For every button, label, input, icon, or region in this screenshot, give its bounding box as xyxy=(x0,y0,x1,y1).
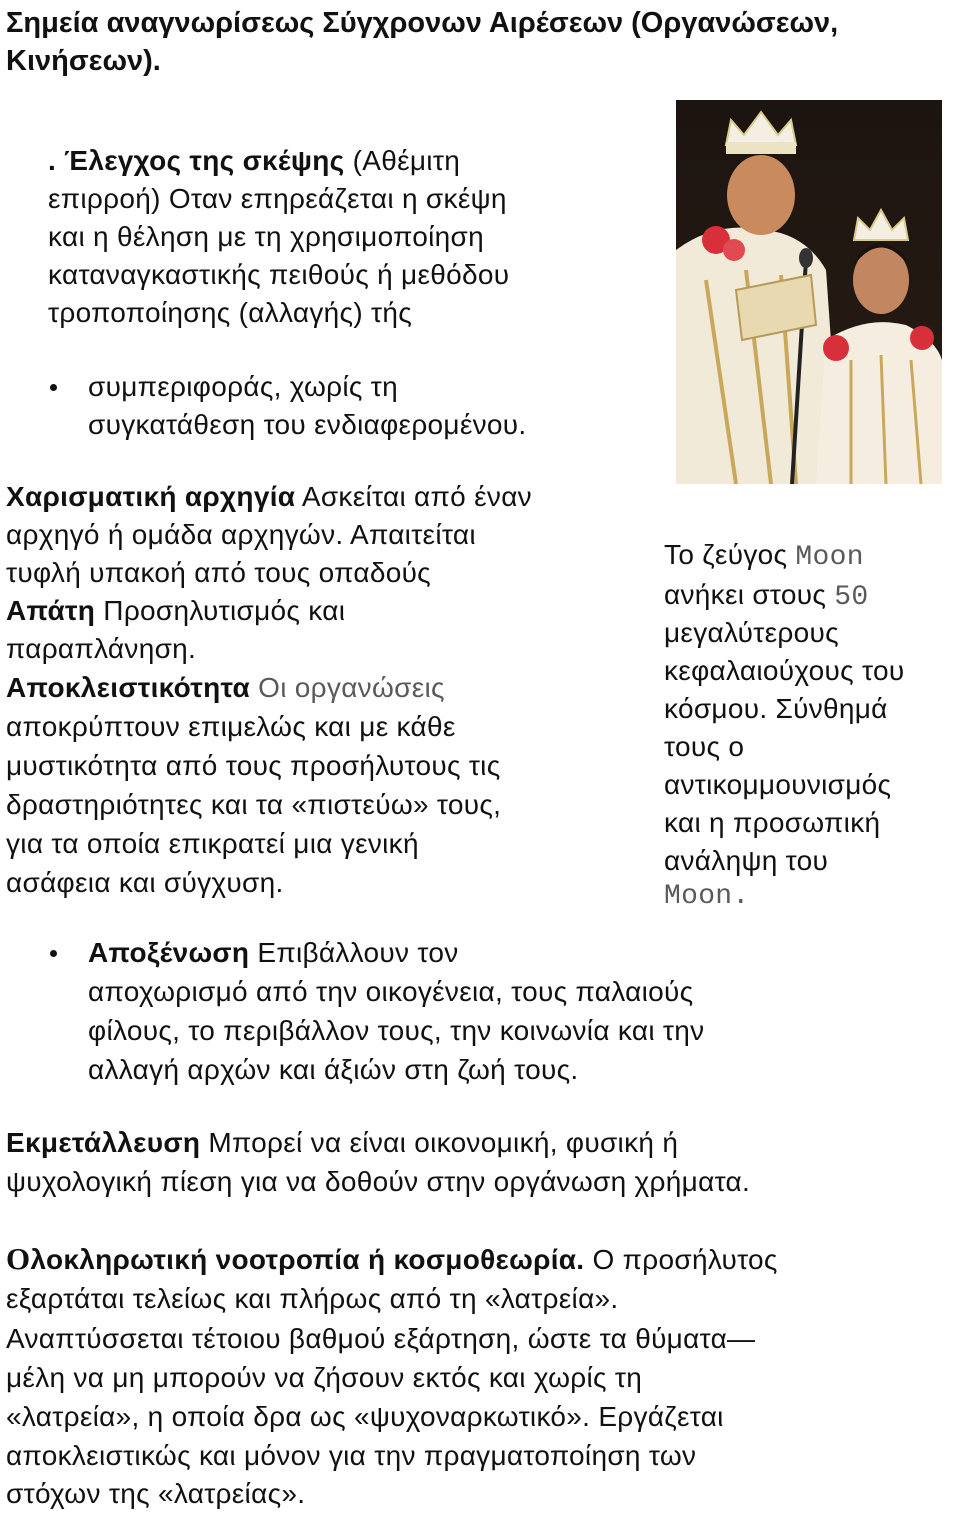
exploitation-line1: Εκμετάλλευση Μπορεί να είναι οικονομική, φυσική ή xyxy=(6,1127,679,1158)
alienation-line1: Αποξένωση Επιβάλλουν τον xyxy=(88,934,459,972)
totalitarian-heading-initial: Ο xyxy=(6,1241,31,1276)
charismatic-heading: Χαρισματική αρχηγία xyxy=(6,481,296,512)
exclusivity-line3: μυστικότητα από τους προσήλυτους τις xyxy=(6,750,501,781)
totalitarian-line3: Αναπτύσσεται τέτοιου βαθμού εξάρτηση, ώστε τα θύματα— xyxy=(6,1323,756,1354)
exclusivity-line1: Αποκλειστικότητα Οι οργανώσεις xyxy=(6,672,445,703)
exclusivity-line5: για τα οποία επικρατεί μια γενική xyxy=(6,828,419,859)
exclusivity-line4: δραστηριότητες και τα «πιστεύω» τους, xyxy=(6,789,502,820)
totalitarian-line4: μέλη να μη μπορούν να ζήσουν εκτός και χωρίς τη xyxy=(6,1362,643,1393)
charismatic-line3: τυφλή υπακοή από τους οπαδούς xyxy=(6,557,431,588)
caption-line8: και η προσωπική xyxy=(664,807,881,838)
caption-line10: Moon. xyxy=(664,881,750,912)
alienation-line3: φίλους, το περιβάλλον τους, την κοινωνία και την xyxy=(88,1015,705,1046)
exclusivity-line6: ασάφεια και σύγχυση. xyxy=(6,867,284,898)
charismatic-line2: αρχηγό ή ομάδα αρχηγών. Απαιτείται xyxy=(6,519,476,550)
deceit-line2: παραπλάνηση. xyxy=(6,633,197,664)
alienation-line4: αλλαγή αρχών και άξιών στη ζωή τους. xyxy=(88,1054,579,1085)
exploitation-heading: Εκμετάλλευση xyxy=(6,1127,201,1158)
totalitarian-line6: αποκλειστικώς και μόνον για την πραγματοποίηση των xyxy=(6,1440,697,1471)
totalitarian-heading: λοκληρωτική νοοτροπία ή κοσμοθεωρία. xyxy=(30,1244,585,1275)
totalitarian-line7: στόχων της «λατρείας». xyxy=(6,1478,306,1509)
exclusivity-heading: Αποκλειστικότητα xyxy=(6,672,251,703)
deceit-heading: Απάτη xyxy=(6,595,96,626)
totalitarian-line2: εξαρτάται τελείως και πλήρως από τη «λατρεία». xyxy=(6,1283,619,1314)
alienation-line2: αποχωρισμό από την οικογένεια, τους παλαιούς xyxy=(88,976,694,1007)
thought-control-bullet: συμπεριφοράς, χωρίς τη xyxy=(88,368,398,406)
totalitarian-line1: Ολοκληρωτική νοοτροπία ή κοσμοθεωρία. Ο προσήλυτος xyxy=(6,1241,778,1276)
deceit-line1: Απάτη Προσηλυτισμός και xyxy=(6,595,346,626)
totalitarian-line5: «λατρεία», η οποία δρα ως «ψυχοναρκωτικό». Εργάζεται xyxy=(6,1401,724,1432)
thought-control-line2: επιρροή) Οταν επηρεάζεται η σκέψη xyxy=(48,183,507,214)
caption-line4: κεφαλαιούχους του xyxy=(664,655,905,686)
thought-control-line3: και η θέληση με τη χρησιμοποίηση xyxy=(48,221,485,252)
thought-control-line4: καταναγκαστικής πειθούς ή μεθόδου xyxy=(48,259,510,290)
caption-line2: ανήκει στους 50 xyxy=(664,579,869,613)
caption-line5: κόσμου. Σύνθημά xyxy=(664,693,888,724)
caption-line1: Το ζεύγος Moon xyxy=(664,539,864,573)
caption-line6: τους ο xyxy=(664,731,745,762)
alienation-heading: Αποξένωση xyxy=(88,937,250,968)
thought-control-line5: τροποποίησης (αλλαγής) τής xyxy=(48,297,413,328)
caption-line3: μεγαλύτερους xyxy=(664,617,839,648)
thought-control-bullet-line2: συγκατάθεση του ενδιαφερομένου. xyxy=(88,409,527,440)
couple-photo-icon xyxy=(676,100,942,484)
thought-control-line1: . Έλεγχος της σκέψης (Αθέμιτη xyxy=(48,145,461,176)
exclusivity-line2: αποκρύπτουν επιμελώς και με κάθε xyxy=(6,711,456,742)
charismatic-line1: Χαρισματική αρχηγία Ασκείται από έναν xyxy=(6,481,532,512)
couple-photo xyxy=(676,100,942,484)
page-title: Σημεία αναγνωρίσεως Σύγχρονων Αιρέσεων (Οργανώσεων, Κινήσεων). xyxy=(6,7,839,77)
exploitation-line2: ψυχολογική πίεση για να δοθούν στην οργάνωση χρήματα. xyxy=(6,1166,751,1197)
thought-control-heading: . Έλεγχος της σκέψης xyxy=(48,145,345,176)
caption-line9: ανάληψη του xyxy=(664,845,829,876)
caption-line7: αντικομμουνισμός xyxy=(664,769,892,800)
